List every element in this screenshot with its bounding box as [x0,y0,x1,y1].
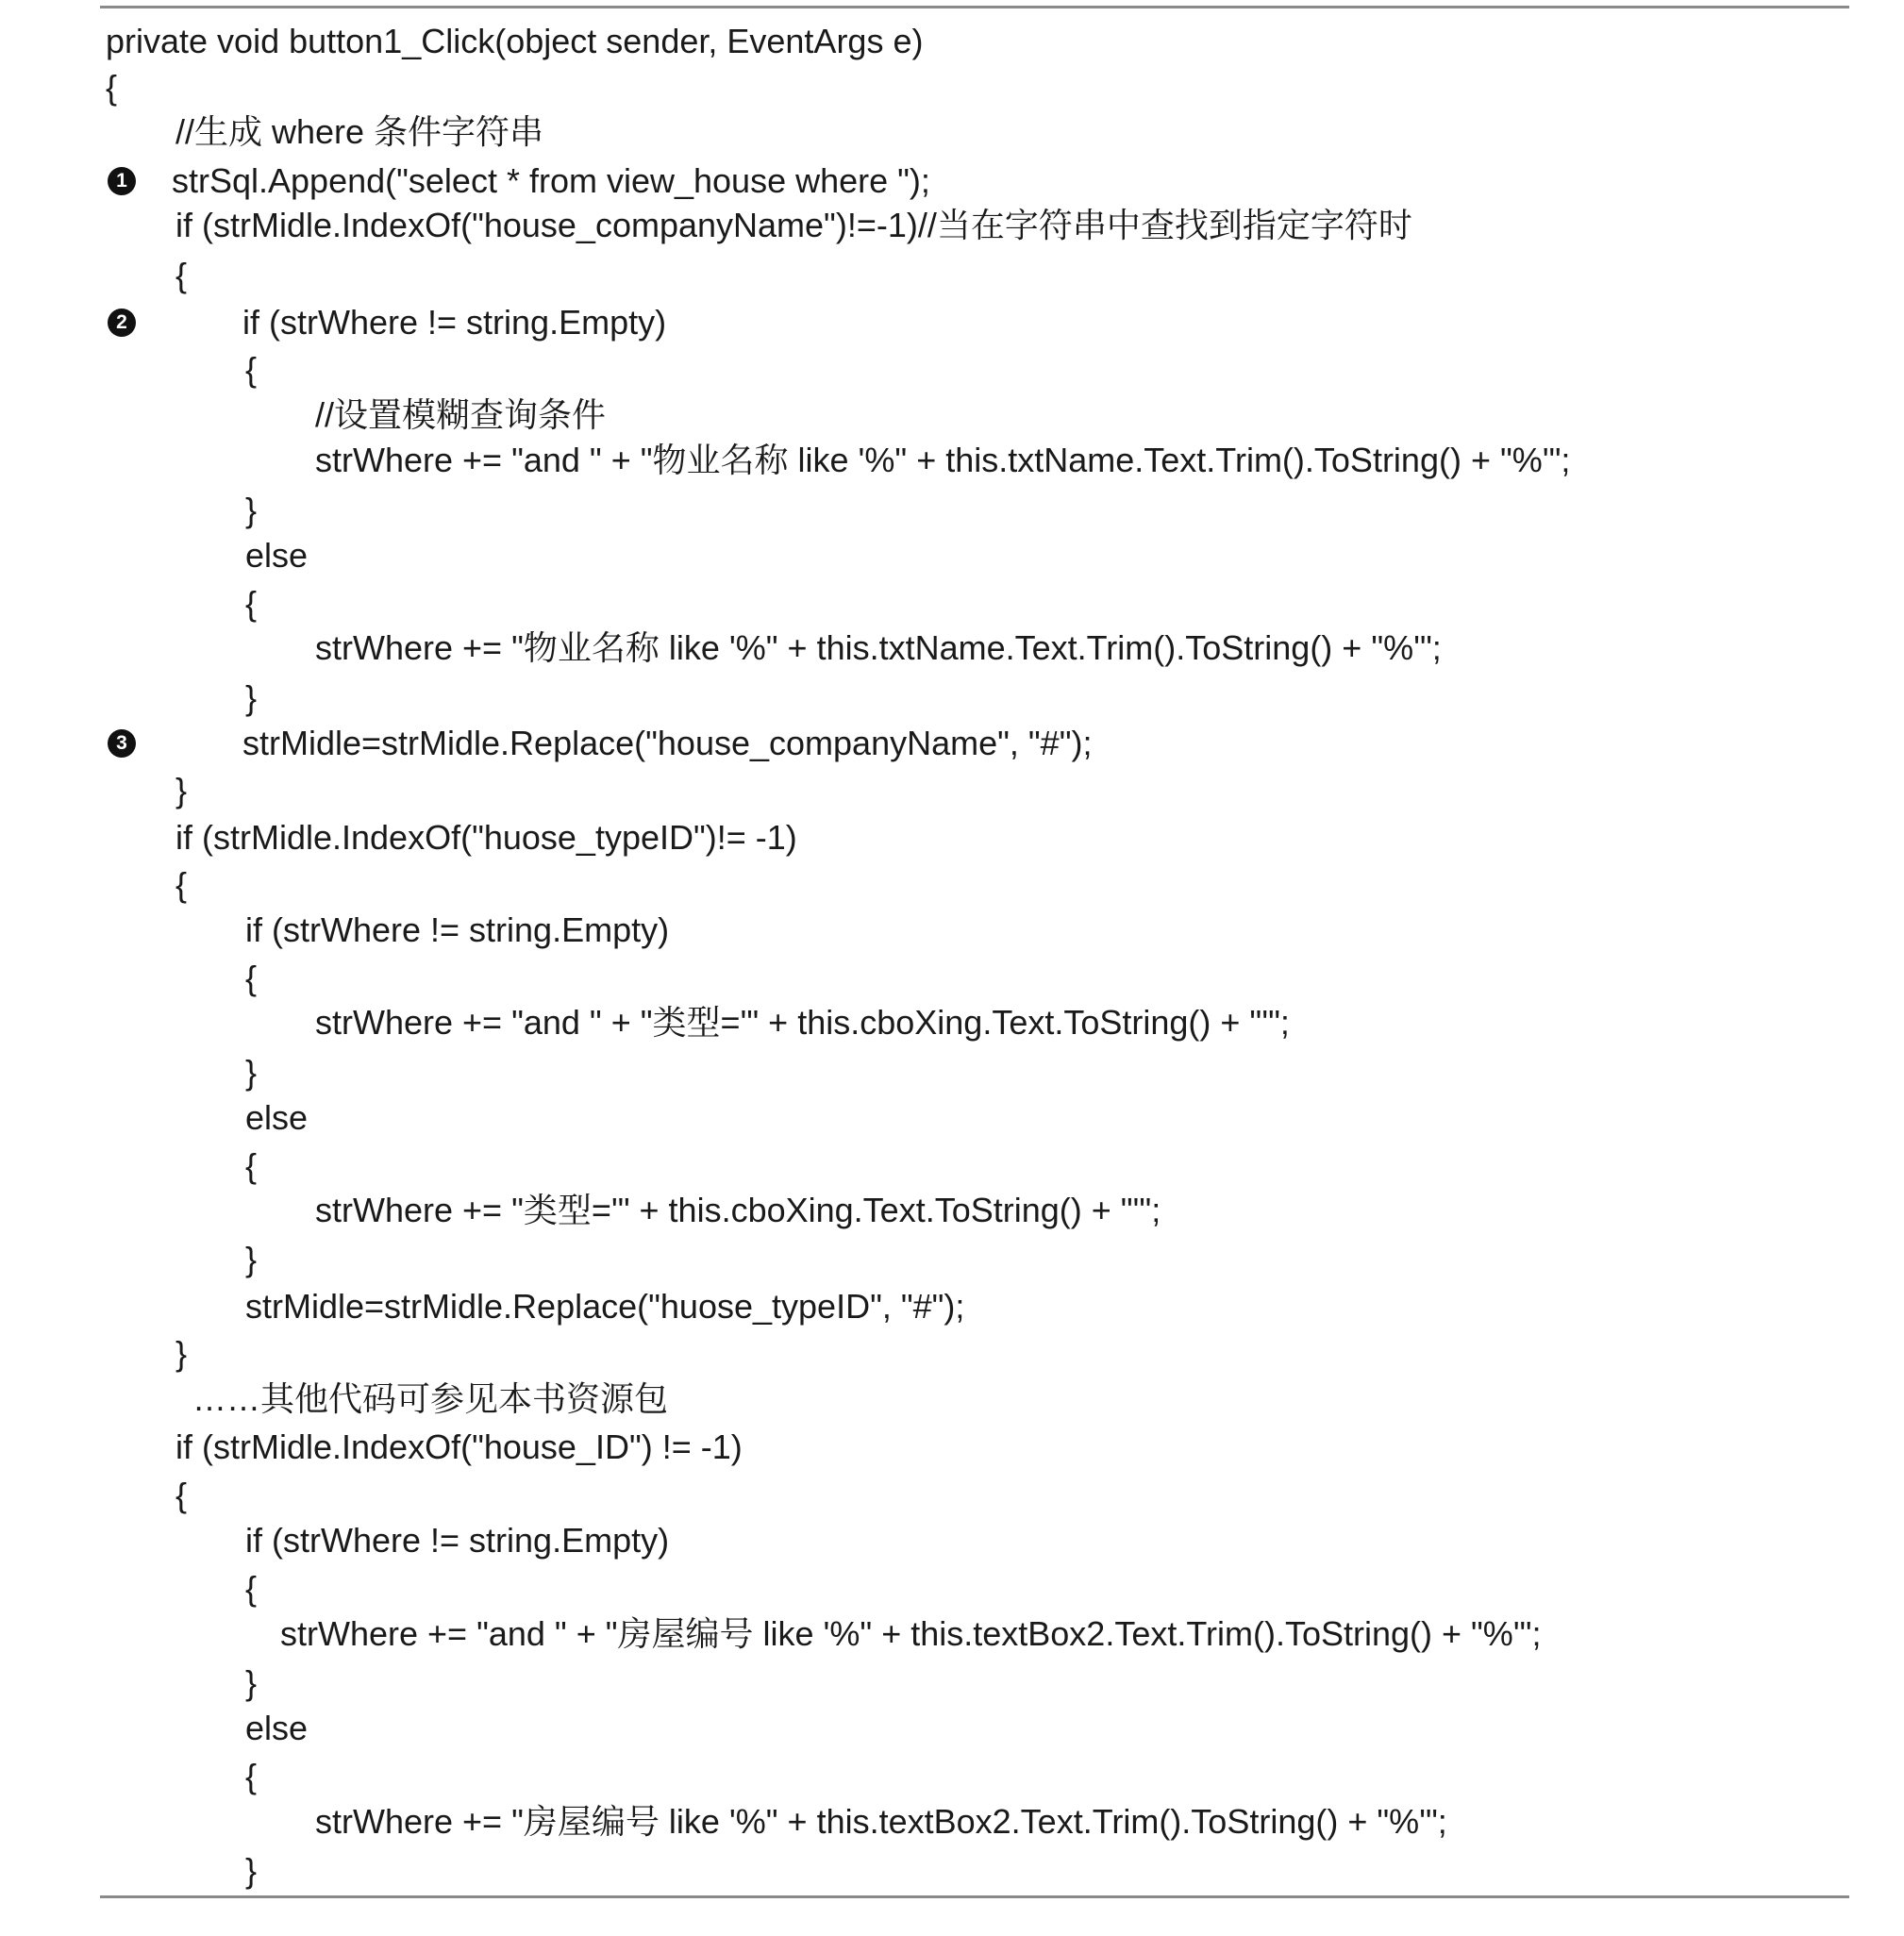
code-line: strMidle=strMidle.Replace("huose_typeID", "#"); [245,1287,965,1326]
code-line: } [245,1240,258,1278]
code-line: } [245,1663,258,1702]
code-line: strWhere += "类型='" + this.cboXing.Text.ToString() + "'"; [315,1191,1161,1229]
code-line: strSql.Append("select * from view_house where "); [172,161,930,200]
code-line: if (strMidle.IndexOf("house_ID") != -1) [175,1427,743,1466]
code-line: else [245,1098,309,1137]
code-line: } [245,678,258,717]
code-line: if (strWhere != string.Empty) [242,303,667,342]
code-line: { [245,1569,258,1608]
code-line: { [245,959,258,997]
bottom-rule [100,1895,1849,1898]
code-line: { [175,865,188,904]
code-line: if (strWhere != string.Empty) [245,910,670,949]
code-line: { [245,1146,258,1185]
code-line: strWhere += "房屋编号 like '%" + this.textBox2.Text.Trim().ToString() + "%'"; [315,1802,1447,1841]
code-line: else [245,536,309,575]
code-line: if (strMidle.IndexOf("huose_typeID")!= -1) [175,818,797,857]
code-line: private void button1_Click(object sender, EventArgs e) [106,22,924,60]
code-line: strWhere += "and " + "房屋编号 like '%" + this.textBox2.Text.Trim().ToString() + "%'"; [280,1614,1542,1653]
code-line: { [175,256,188,294]
code-line: } [245,1053,258,1092]
code-line: if (strWhere != string.Empty) [245,1521,670,1560]
code-line: strMidle=strMidle.Replace("house_companyName", "#"); [242,724,1093,762]
code-line: strWhere += "and " + "物业名称 like '%" + this.txtName.Text.Trim().ToString() + "%'"; [315,441,1571,479]
code-line: //设置模糊查询条件 [315,395,607,434]
code-line: if (strMidle.IndexOf("house_companyName")!=-1)//当在字符串中查找到指定字符时 [175,206,1412,244]
code-line: } [245,1851,258,1890]
callout-marker-2: 2 [108,309,136,337]
code-line: } [245,491,258,529]
code-line: { [245,584,258,623]
code-line: ……其他代码可参见本书资源包 [192,1379,669,1418]
code-line: { [245,350,258,389]
code-line: strWhere += "物业名称 like '%" + this.txtName.Text.Trim().ToString() + "%'"; [315,628,1442,667]
code-line: { [175,1476,188,1514]
code-line: else [245,1709,309,1747]
code-line: } [175,1334,188,1373]
code-line: strWhere += "and " + "类型='" + this.cboXing.Text.ToString() + "'"; [315,1003,1290,1042]
code-line: { [106,68,118,107]
callout-marker-3: 3 [108,729,136,758]
callout-marker-1: 1 [108,167,136,195]
code-line: //生成 where 条件字符串 [175,112,544,151]
code-line: { [245,1757,258,1795]
code-line: } [175,771,188,809]
